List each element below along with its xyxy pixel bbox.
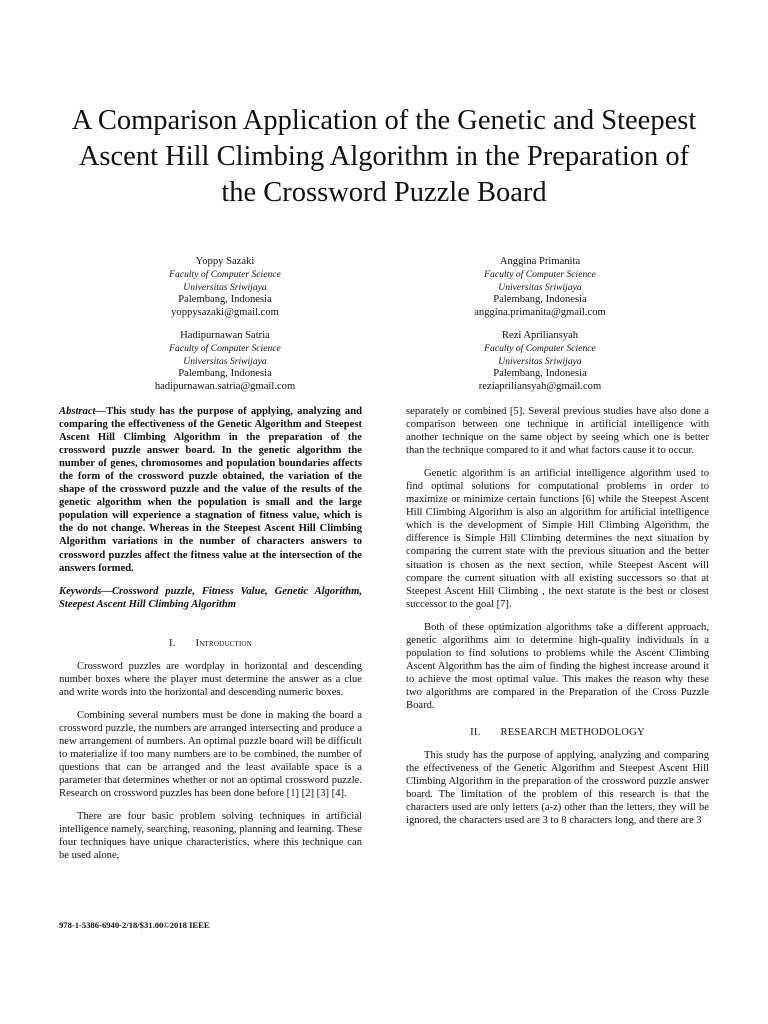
paragraph: separately or combined [5]. Several previous studies have also done a comparison between one technique in artificial intelligence with another technique on the same object by seeing which one is better than the technique compared to it and what factors cause it to occur.	[406, 406, 709, 457]
author-city: Palembang, Indonesia	[178, 368, 272, 380]
author-email: anggina.primanita@gmail.com	[474, 307, 606, 319]
author-block-4	[390, 330, 690, 394]
author-department: Faculty of Computer Science	[169, 268, 281, 280]
author-department: Faculty of Computer Science	[169, 342, 281, 354]
author-university: Universitas Sriwijaya	[498, 281, 582, 293]
paragraph: Combining several numbers must be done in making the board a crossword puzzle, the numbers are arranged intersecting and produce a new arrangement of numbers. An optimal puzzle board will be difficult to materialize if too many numbers are to be combined, the number of questions that can be arranged and the least available space is a parameter that determines whether or not an optimal crossword puzzle. Research on crossword puzzles has been done before [1] [2] [3] [4].	[59, 709, 362, 800]
author-university: Universitas Sriwijaya	[183, 281, 267, 293]
author-block-3	[75, 330, 375, 394]
author-name: Hadipurnawan Satria	[180, 330, 270, 341]
author-email: reziapriliansyah@gmail.com	[478, 381, 602, 393]
paragraph: There are four basic problem solving techniques in artificial intelligence namely, searching, reasoning, planning and learning. These four techniques have unique characteristics, where this technique can be used alone,	[59, 811, 362, 862]
author-city: Palembang, Indonesia	[493, 294, 587, 306]
abstract	[59, 405, 362, 575]
author-block-2	[390, 256, 690, 320]
author-city: Palembang, Indonesia	[178, 294, 272, 306]
section-number: II.	[470, 727, 481, 739]
abstract-label: Abstract—	[59, 406, 107, 417]
paragraph: Both of these optimization algorithms take a different approach, genetic algorithms aim to determine high-quality individuals in a population to find solutions to problems while the Ascent Climbing Ascent Algorithm has the aim of finding the highest increase around it to achieve the most optimal value. This makes the reason why these two algorithms are compared in the Preparation of the Cross Puzzle Board.	[406, 621, 709, 711]
keywords-label: Keywords—	[59, 585, 112, 597]
paragraph: This study has the purpose of applying, analyzing and comparing the effectiveness of the Genetic Algorithm and Steepest Ascent Hill Climbing Algorithm in the preparation of the crossword puzzle answer board. The limitation of the problem of this research is that the characters used are only letters (a-z) other than the letters, they will be ignored, the characters used are 3 to 8 characters long, and there are 3	[406, 750, 709, 827]
paragraph: Crossword puzzles are wordplay in horizontal and descending number boxes where the player must determine the answer as a clue and write words into the horizontal and descending numeric boxes.	[59, 660, 362, 698]
author-name: Yoppy Sazaki	[195, 256, 255, 267]
author-department: Faculty of Computer Science	[484, 342, 596, 354]
section-title: RESEARCH METHODOLOGY	[500, 727, 645, 739]
author-email: hadipurnawan.satria@gmail.com	[154, 381, 296, 393]
copyright-footer: 978-1-5386-6940-2/18/$31.00©2018 IEEE	[59, 920, 210, 930]
author-university: Universitas Sriwijaya	[498, 355, 582, 367]
abstract-text: This study has the purpose of applying, analyzing and comparing the effectiveness of the Genetic Algorithm and Steepest Ascent Hill Climbing Algorithm in the preparation of the crossword puzzle answer board. In the genetic algorithm the number of genes, chromosomes and population boundaries affects the form of the crossword puzzle obtained, the variation of the shape of the crossword puzzle and the value of the results of the genetic algorithm when the population is small and the large population will experience a stagnation of fitness value, which is the do not change. Whereas in the Steepest Ascent Hill Climbing Algorithm variations in the number of characters answers to crossword puzzles affect the fitness value at the intersection of the answers formed.	[59, 406, 362, 574]
author-block-1	[75, 256, 375, 320]
author-name: Rezi Apriliansyah	[501, 330, 579, 341]
right-column	[406, 405, 709, 837]
section-number: I.	[168, 637, 176, 649]
author-email: yoppysazaki@gmail.com	[171, 307, 279, 319]
author-department: Faculty of Computer Science	[484, 268, 596, 280]
left-column	[59, 405, 362, 872]
paper-title: A Comparison Application of the Genetic and Steepest Ascent Hill Climbing Algorithm in the Preparation of the Crossword Puzzle Board	[71, 105, 697, 208]
author-university: Universitas Sriwijaya	[183, 355, 267, 367]
author-city: Palembang, Indonesia	[493, 368, 587, 380]
paragraph: Genetic algorithm is an artificial intelligence algorithm used to find optimal solutions for computational problems in order to maximize or minimize certain functions [6] while the Steepest Ascent Hill Climbing Algorithm is also an algorithm for artificial intelligence which is the development of Simple Hill Climbing Algorithm, the difference is Simple Hill Climbing determines the next situation by comparing the current state with the previous situation and the better situation is chosen as the next section, while Steepest Ascent will compare the current situation with all existing successors so that at Steepest Ascent Hill Climbing , the next statute is the best or closest successor to the goal [7].	[406, 468, 709, 610]
keywords-text: Crossword puzzle, Fitness Value, Genetic Algorithm, Steepest Ascent Hill Climbing Algorithm	[59, 585, 362, 610]
section-title: Introduction	[195, 637, 253, 649]
section-heading-methodology	[406, 726, 709, 739]
author-name: Anggina Primanita	[499, 256, 581, 267]
section-heading-introduction	[59, 637, 362, 650]
keywords	[59, 585, 362, 611]
